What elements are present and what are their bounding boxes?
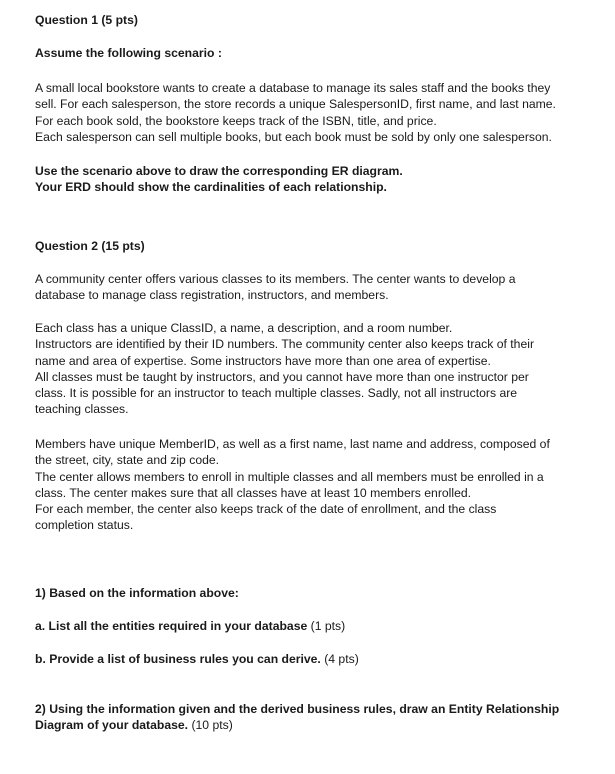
q2-p3-line: completion status. (35, 518, 134, 533)
q2-paragraph-3 (35, 436, 595, 534)
q2-p2-line: class. It is possible for an instructor to teach multiple classes. Sadly, not all instructors are (35, 386, 518, 401)
q2-p2-line: Instructors are identified by their ID numbers. The community center also keeps track of their (35, 337, 535, 352)
q2-p3-line: class. The center makes sure that all classes have at least 10 members enrolled. (35, 485, 472, 500)
q1-task-line: Use the scenario above to draw the corresponding ER diagram. (35, 164, 403, 178)
q2-p2-line: Each class has a unique ClassID, a name, a description, and a room number. (35, 321, 453, 335)
part1-item-a (35, 618, 595, 634)
q2-p3-line: Members have unique MemberID, as well as a first name, last name and address, composed of (35, 437, 550, 451)
q1-scenario-line: sell. For each salesperson, the store records a unique SalespersonID, first name, and last name. (35, 97, 556, 112)
q1-task (35, 163, 595, 196)
q2-p1-line: database to manage class registration, instructors, and members. (35, 288, 389, 303)
q2-p2-line: All classes must be taught by instructors, and you cannot have more than one instructor per (35, 369, 529, 384)
q2-p1-line: A community center offers various classes to its members. The center wants to develop a (35, 272, 516, 286)
q1-intro: Assume the following scenario : (35, 46, 222, 60)
q2-paragraph-1 (35, 271, 595, 304)
q2-title: Question 2 (15 pts) (35, 239, 145, 253)
part2-line: 2) Using the information given and the derived business rules, draw an Entity Relationship (35, 702, 560, 716)
q1-title: Question 1 (5 pts) (35, 13, 138, 27)
part2-question (35, 701, 595, 734)
q2-p3-line: the street, city, state and zip code. (35, 453, 220, 468)
part1-item-b (35, 651, 595, 667)
part1-item-a-text: a. List all the entities required in your database (35, 619, 308, 633)
q2-p3-line: The center allows members to enroll in multiple classes and all members must be enrolled in a (35, 469, 544, 484)
q1-scenario-line: A small local bookstore wants to create a database to manage its sales staff and the books they (35, 81, 551, 95)
part1-heading: 1) Based on the information above: (35, 586, 239, 600)
part2-line: Diagram of your database. (35, 718, 189, 733)
q1-task-line: Your ERD should show the cardinalities of each relationship. (35, 180, 387, 195)
q2-paragraph-2 (35, 320, 595, 418)
part1-item-a-points: (1 pts) (307, 619, 346, 633)
part1-item-b-text: b. Provide a list of business rules you can derive. (35, 652, 321, 666)
part2-points: (10 pts) (188, 718, 233, 733)
part1-item-b-points: (4 pts) (320, 652, 359, 666)
q2-p2-line: name and area of expertise. Some instructors have more than one area of expertise. (35, 353, 491, 368)
q1-scenario-line: Each salesperson can sell multiple books, but each book must be sold by only one salesperson. (35, 129, 552, 144)
q2-p2-line: teaching classes. (35, 402, 129, 417)
q2-p3-line: For each member, the center also keeps track of the date of enrollment, and the class (35, 502, 497, 517)
q1-scenario-line: For each book sold, the bookstore keeps track of the ISBN, title, and price. (35, 113, 437, 128)
q1-scenario (35, 80, 595, 145)
